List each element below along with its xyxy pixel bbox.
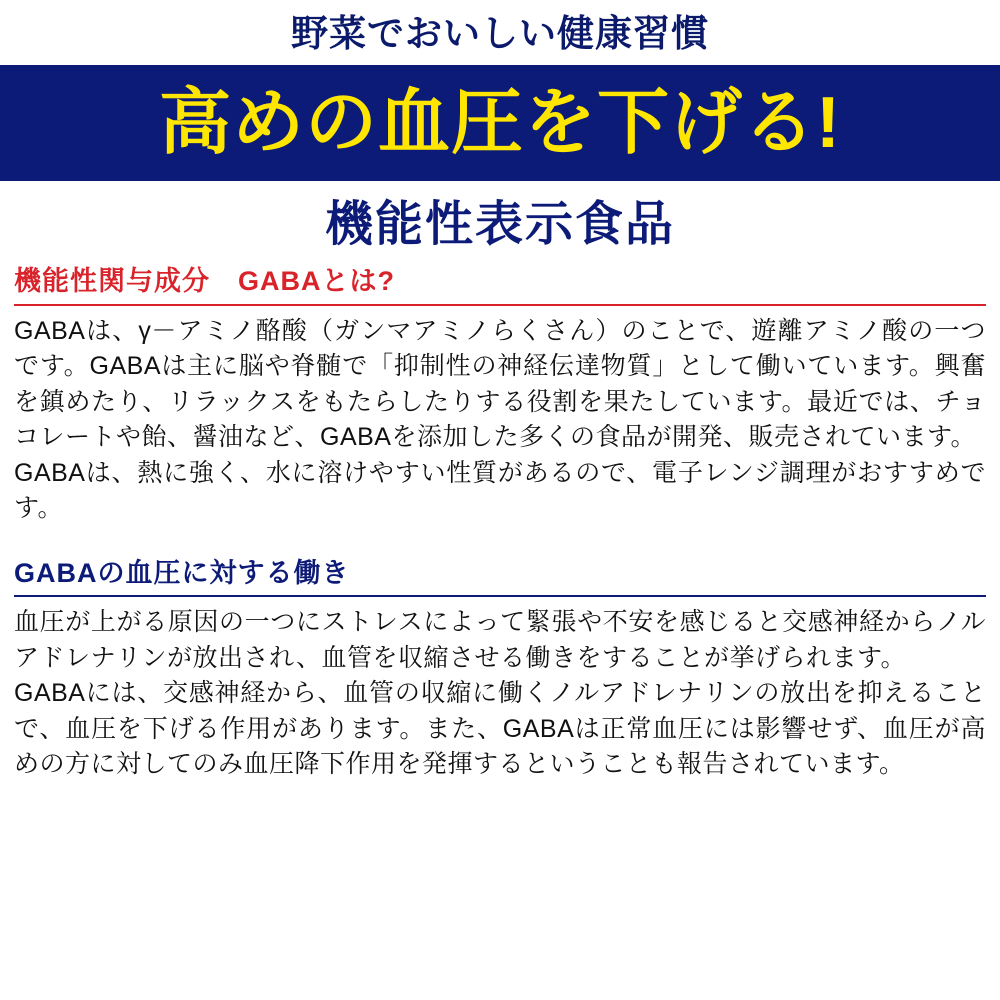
- section-gaba-definition: [14, 265, 986, 526]
- section-spacer: [14, 537, 986, 557]
- headline-band: [0, 65, 1000, 181]
- page-tagline: 野菜でおいしい健康習慣: [291, 13, 709, 54]
- paragraph: GABAは、γ－アミノ酪酸（ガンマアミノらくさん）のことで、遊離アミノ酸の一つです。GABAは主に脳や脊髄で「抑制性の神経伝達物質」として働いています。興奮を鎮めたり、リラックスをもたらしたりする役割を果たしています。最近では、チョコレートや飴、醤油など、GABAを添加した多くの食品が開発、販売されています。: [14, 316, 986, 452]
- subheadline: 機能性表示食品: [324, 197, 675, 251]
- paragraph: GABAは、熱に強く、水に溶けやすい性質があるので、電子レンジ調理がおすすめです。: [14, 458, 986, 523]
- section-body: [14, 597, 986, 783]
- section-body: [14, 306, 986, 527]
- paragraph: 血圧が上がる原因の一つにストレスによって緊張や不安を感じると交感神経からノルアドレナリンが放出され、血管を収縮させる働きをすることが挙げられます。: [14, 608, 986, 672]
- paragraph: GABAには、交感神経から、血管の収縮に働くノルアドレナリンの放出を抑えることで、血圧を下げる作用があります。また、GABAは正常血圧には影響せず、血圧が高めの方に対してのみ血圧降下作用を発揮するということも報告されています。: [14, 679, 986, 779]
- section-gaba-blood-pressure: [14, 557, 986, 783]
- section-title: 機能性関与成分 GABAとは?: [14, 265, 986, 305]
- section-title: GABAの血圧に対する働き: [14, 557, 986, 597]
- content-area: [0, 265, 1000, 782]
- headline-text: 高めの血圧を下げる!: [159, 82, 841, 163]
